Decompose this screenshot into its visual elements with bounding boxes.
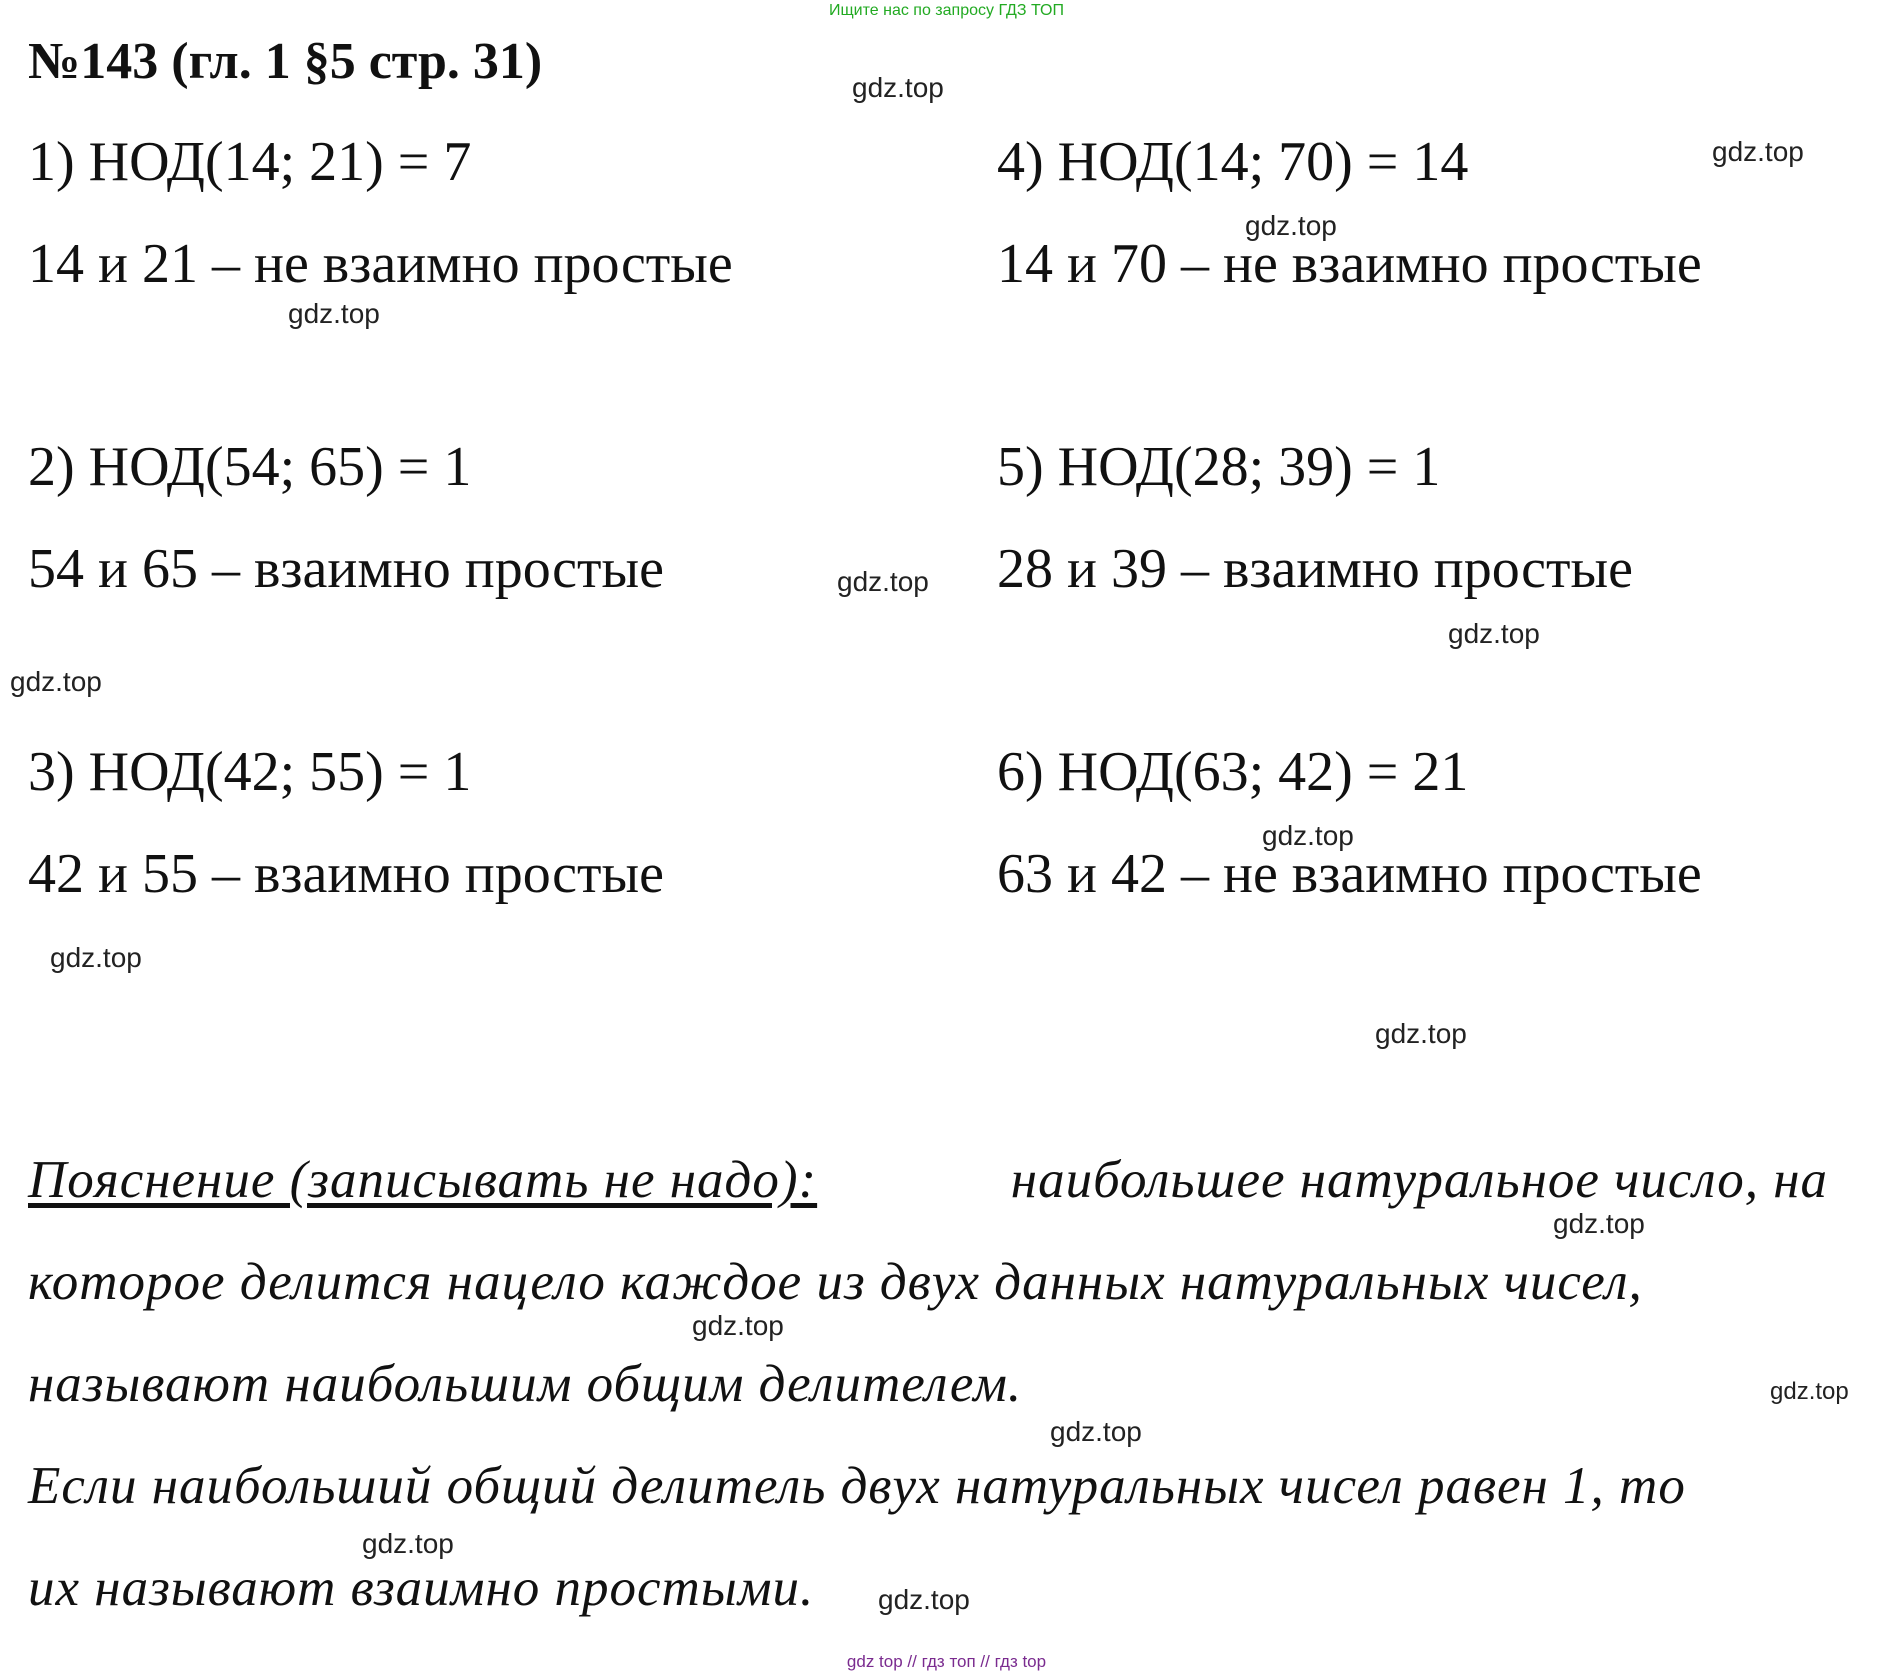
- watermark: gdz.top: [1770, 1378, 1849, 1405]
- gcd-line-5: 5) НОД(28; 39) = 1: [997, 436, 1441, 498]
- watermark: gdz.top: [1050, 1416, 1142, 1447]
- watermark: gdz.top: [837, 566, 929, 597]
- gcd-line-1: 1) НОД(14; 21) = 7: [28, 131, 472, 193]
- explanation-line-1: [28, 1150, 1828, 1210]
- watermark: gdz.top: [878, 1584, 970, 1615]
- explanation-line-2: которое делится нацело каждое из двух данных натуральных чисел,: [28, 1253, 1643, 1311]
- watermark: gdz.top: [10, 666, 102, 697]
- watermark: gdz.top: [1448, 618, 1540, 649]
- explanation-line-3: называют наибольшим общим делителем.: [28, 1355, 1023, 1413]
- result-line-2: 54 и 65 – взаимно простые: [28, 538, 664, 600]
- explanation-line-5: их называют взаимно простыми.: [28, 1559, 815, 1617]
- gcd-line-6: 6) НОД(63; 42) = 21: [997, 741, 1469, 803]
- watermark: gdz.top: [1245, 210, 1337, 241]
- watermark: gdz.top: [852, 72, 944, 103]
- explanation-label: Пояснение (записывать не надо):: [28, 1151, 818, 1209]
- watermark: gdz.top: [1262, 820, 1354, 851]
- watermark: gdz.top: [1712, 136, 1804, 167]
- result-line-1: 14 и 21 – не взаимно простые: [28, 233, 733, 295]
- gcd-line-4: 4) НОД(14; 70) = 14: [997, 131, 1469, 193]
- watermark: gdz.top: [1553, 1208, 1645, 1239]
- result-line-5: 28 и 39 – взаимно простые: [997, 538, 1633, 600]
- watermark: gdz.top: [288, 298, 380, 329]
- result-line-6: 63 и 42 – не взаимно простые: [997, 843, 1702, 905]
- watermark: gdz.top: [50, 942, 142, 973]
- watermark: gdz.top: [362, 1528, 454, 1559]
- page-title: №143 (гл. 1 §5 стр. 31): [28, 33, 543, 90]
- top-search-link[interactable]: Ищите нас по запросу ГДЗ ТОП: [829, 2, 1064, 19]
- gcd-line-3: 3) НОД(42; 55) = 1: [28, 741, 472, 803]
- explanation-line-1-rest: наибольшее натуральное число, на: [1010, 1151, 1828, 1209]
- result-line-3: 42 и 55 – взаимно простые: [28, 843, 664, 905]
- result-line-4: 14 и 70 – не взаимно простые: [997, 233, 1702, 295]
- watermark: gdz.top: [1375, 1018, 1467, 1049]
- watermark: gdz.top: [692, 1310, 784, 1341]
- explanation-line-4: Если наибольший общий делитель двух натуральных чисел равен 1, то: [28, 1457, 1686, 1515]
- footer-links[interactable]: gdz top // гдз топ // гдз top: [846, 1652, 1047, 1671]
- gcd-line-2: 2) НОД(54; 65) = 1: [28, 436, 472, 498]
